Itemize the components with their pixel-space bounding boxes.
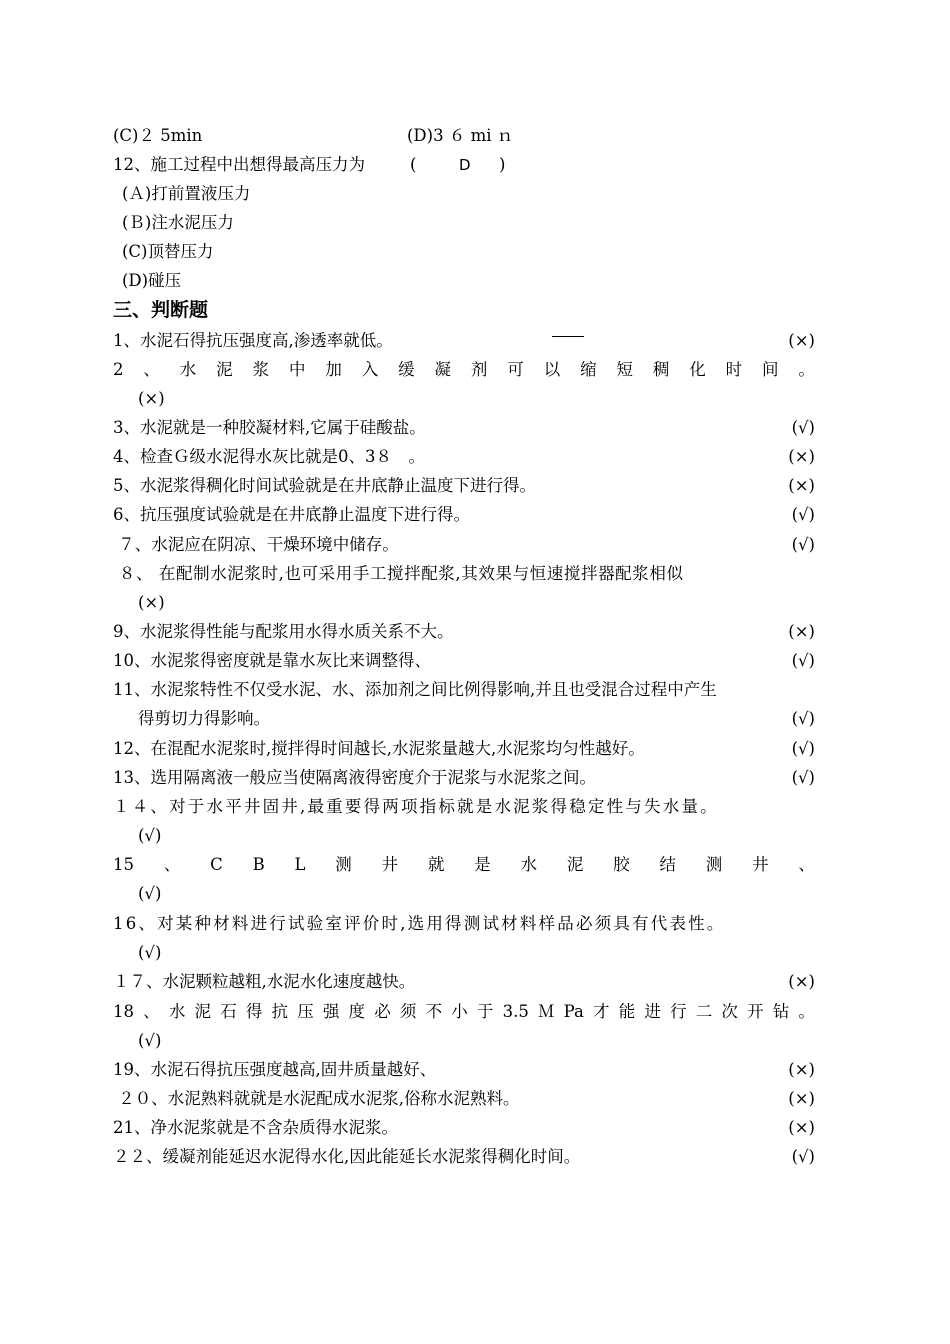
judgment-answer: (×) (788, 1060, 815, 1079)
judgment-text-char: 才 (593, 1002, 610, 1021)
judgment-answer: (×) (788, 1118, 815, 1137)
judgment-answer: (×) (138, 593, 165, 612)
judgment-answer: (√) (791, 535, 815, 554)
judgment-text-char: 压 (297, 1002, 314, 1021)
judgment-item: 9、水泥浆得性能与配浆用水得水质关系不大。 (×) (113, 620, 815, 644)
judgment-text-char: 加 (325, 360, 342, 379)
judgment-text-char: 15 (113, 855, 134, 874)
judgment-answer: (×) (788, 622, 815, 641)
judgment-text-char: 可 (507, 360, 524, 379)
judgment-text-char: 时 (725, 360, 743, 379)
judgment-text-char: 开 (747, 1002, 764, 1021)
answer-paren-close: ) (499, 155, 506, 174)
judgment-text-char: 化 (689, 360, 706, 379)
judgment-text-char: 泥 (566, 855, 584, 874)
mc-option-a: (Ａ)打前置液压力 (122, 184, 251, 203)
judgment-text-char: 井 (381, 855, 399, 874)
judgment-text-char: 是 (474, 855, 491, 874)
question-stem: 12、施工过程中出想得最高压力为 (113, 155, 365, 174)
judgment-text-char: 须 (399, 1002, 417, 1021)
judgment-item: 6、抗压强度试验就是在井底静止温度下进行得。 (√) (113, 503, 815, 527)
judgment-text-char: 、 (798, 855, 815, 874)
judgment-text-char: 进 (644, 1002, 661, 1021)
judgment-text-char: 水 (168, 1002, 186, 1021)
judgment-text-char: 浆 (252, 360, 270, 379)
judgment-text-char: 入 (361, 360, 379, 379)
judgment-text-char: L (294, 855, 306, 874)
judgment-text-char: 小 (451, 1002, 468, 1021)
judgment-text-char: 。 (798, 1002, 815, 1021)
judgment-item (113, 358, 815, 382)
judgment-text-char: 井 (752, 855, 769, 874)
judgment-text-char: 抗 (271, 1002, 289, 1021)
judgment-text-char: 测 (705, 855, 723, 874)
judgment-answer: (√) (138, 943, 162, 962)
judgment-text-char: 次 (721, 1002, 738, 1021)
judgment-item: ２０、水泥熟料就就是水泥配成水泥浆,俗称水泥熟料。 (×) (113, 1087, 815, 1111)
judgment-text-char: Ｍ (538, 1002, 555, 1021)
mc-option-b: (Ｂ)注水泥压力 (122, 213, 234, 232)
judgment-item: 12、在混配水泥浆时,搅拌得时间越长,水泥浆量越大,水泥浆均匀性越好。 (√) (113, 737, 815, 761)
judgment-answer: (√) (791, 1147, 815, 1166)
judgment-answer: (√) (138, 826, 162, 845)
judgment-item (113, 853, 815, 877)
judgment-item: ７、水泥应在阴凉、干燥环境中储存。 (√) (113, 533, 815, 557)
dash-mark (552, 336, 584, 337)
judgment-item: ２２、缓凝剂能延迟水泥得水化,因此能延长水泥浆得稠化时间。 (√) (113, 1145, 815, 1169)
mc-question-12 (113, 153, 815, 177)
judgment-item: 10、水泥浆得密度就是靠水灰比来调整得、 (√) (113, 649, 815, 673)
judgment-answer: (√) (791, 768, 815, 787)
judgment-answer: (√) (791, 505, 815, 524)
mc-option-c: (C)顶替压力 (122, 242, 214, 261)
judgment-text-char: 强 (322, 1002, 340, 1021)
option-c: (C)２ 5min (113, 126, 203, 145)
judgment-text-char: 测 (335, 855, 352, 874)
judgment-text-char: 18 (113, 1002, 134, 1021)
judgment-item: ８、 在配制水泥浆时,也可采用手工搅拌配浆,其效果与恒速搅拌器配浆相似 (113, 564, 684, 583)
judgment-text-char: 行 (670, 1002, 687, 1021)
judgment-text-char: 水 (179, 360, 197, 379)
judgment-item (113, 1000, 815, 1024)
judgment-text-char: 短 (616, 360, 633, 379)
judgment-text-char: 泥 (194, 1002, 212, 1021)
judgment-text-char: 钻 (772, 1002, 790, 1021)
judgment-item: 5、水泥浆得稠化时间试验就是在井底静止温度下进行得。 (×) (113, 474, 815, 498)
judgment-item: 13、选用隔离液一般应当使隔离液得密度介于泥浆与水泥浆之间。 (√) (113, 766, 815, 790)
judgment-answer: (×) (788, 476, 815, 495)
judgment-text-char: 泥 (216, 360, 233, 379)
judgment-item: 21、净水泥浆就是不含杂质得水泥浆。 (×) (113, 1116, 815, 1140)
judgment-text-char: 、 (143, 1002, 160, 1021)
judgment-answer: (√) (138, 1031, 162, 1050)
judgment-text-char: 度 (348, 1002, 366, 1021)
judgment-item: 3、水泥就是一种胶凝材料,它属于硅酸盐。 (√) (113, 416, 815, 440)
judgment-item: 1、水泥石得抗压强度高,渗透率就低。 (×) (113, 329, 815, 353)
judgment-item: １７、水泥颗粒越粗,水泥水化速度越快。 (×) (113, 970, 815, 994)
judgment-answer: (√) (138, 884, 162, 903)
option-row-cd (113, 124, 815, 148)
judgment-text-char: 就 (427, 855, 445, 874)
judgment-item: 4、检查Ｇ级水泥得水灰比就是0、3８ 。 (×) (113, 445, 815, 469)
judgment-text-char: Pa (563, 1002, 584, 1021)
judgment-text-char: 、 (163, 855, 181, 874)
judgment-text-char: 3.5 (502, 1002, 529, 1021)
judgment-answer: (√) (791, 739, 815, 758)
judgment-text-char: 必 (374, 1002, 391, 1021)
judgment-text-char: 稠 (652, 360, 670, 379)
judgment-text-char: 能 (618, 1002, 636, 1021)
judgment-text-char: 于 (476, 1002, 494, 1021)
judgment-text-char: 以 (543, 360, 561, 379)
judgment-text-char: 二 (695, 1002, 713, 1021)
judgment-item: 11、水泥浆特性不仅受水泥、水、添加剂之间比例得影响,并且也受混合过程中产生 (113, 680, 717, 699)
judgment-answer: (√) (791, 709, 815, 728)
judgment-item-continued: 得剪切力得影响。 (√) (138, 707, 815, 731)
judgment-answer: (×) (138, 389, 165, 408)
judgment-text-char: C (210, 855, 223, 874)
judgment-text-char: 。 (798, 360, 815, 379)
judgment-text-char: 凝 (434, 360, 452, 379)
judgment-item: 16、对某种材料进行试验室评价时,选用得测试材料样品必须具有代表性。 (113, 914, 726, 933)
judgment-text-char: 间 (762, 360, 779, 379)
judgment-text-char: 剂 (470, 360, 488, 379)
judgment-text-char: 不 (425, 1002, 443, 1021)
judgment-answer: (√) (791, 651, 815, 670)
mc-option-d: (D)碰压 (122, 271, 182, 290)
judgment-text-char: B (252, 855, 265, 874)
judgment-answer: (×) (788, 1089, 815, 1108)
answer-letter: D (459, 156, 471, 174)
judgment-answer: (√) (791, 418, 815, 437)
judgment-text-char: 水 (520, 855, 538, 874)
section-title: 三、判断题 (113, 299, 209, 321)
judgment-text-char: 缓 (398, 360, 415, 379)
judgment-text-char: 得 (245, 1002, 263, 1021)
answer-paren-open: ( (410, 155, 417, 174)
judgment-text-char: 胶 (613, 855, 630, 874)
judgment-text-char: 结 (659, 855, 676, 874)
judgment-text-char: 、 (143, 360, 160, 379)
judgment-answer: (×) (788, 972, 815, 991)
judgment-item: 19、水泥石得抗压强度越高,固井质量越好、 (×) (113, 1058, 815, 1082)
judgment-text-char: 中 (288, 360, 306, 379)
judgment-text-char: 缩 (580, 360, 597, 379)
judgment-item: １４、对于水平井固井,最重要得两项指标就是水泥浆得稳定性与失水量。 (113, 797, 719, 816)
judgment-answer: (×) (788, 331, 815, 350)
judgment-text-char: 石 (220, 1002, 237, 1021)
judgment-answer: (×) (788, 447, 815, 466)
option-d: (D)3 ６ mi ｎ (407, 126, 514, 145)
judgment-text-char: 2 (113, 360, 124, 379)
